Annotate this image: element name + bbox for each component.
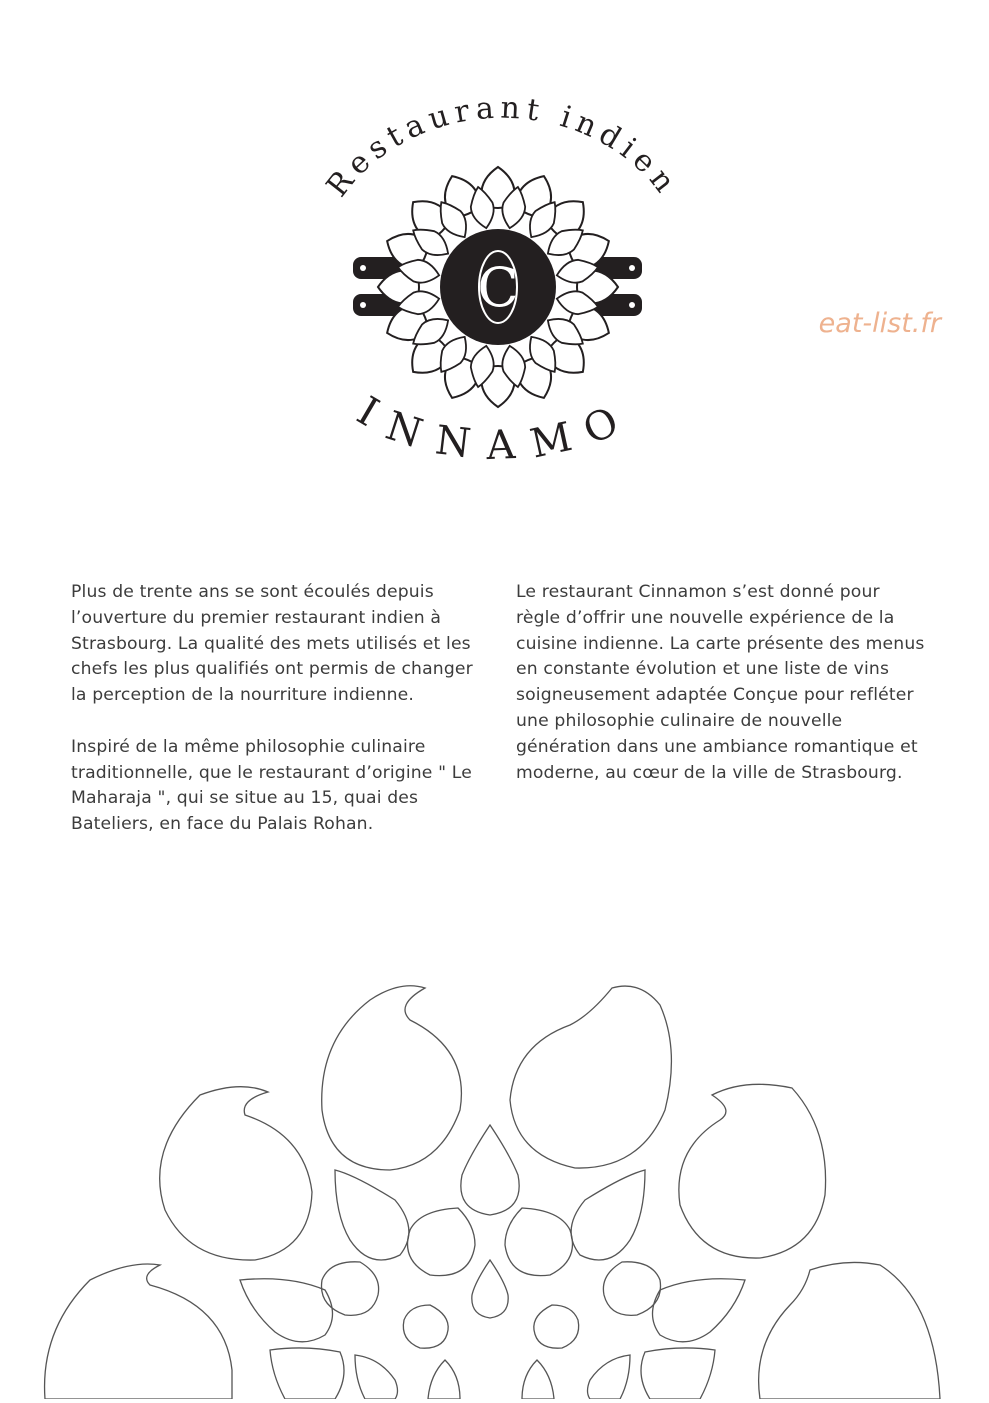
watermark: eat-list.fr [818, 308, 941, 339]
text-column-left [71, 580, 486, 864]
logo-name: INNAMO [349, 388, 643, 470]
paragraph: Inspiré de la même philosophie culinaire traditionnelle, que le restaurant d’origine " Le Maharaja ", qui se situe au 15, quai des Bateliers, en face du Palais Rohan. [71, 736, 472, 835]
paragraph: Le restaurant Cinnamon s’est donné pour règle d’offrir une nouvelle expérience de la cuisine indienne. La carte présente des menus en constante évolution et une liste de vins soigneusement adaptée Conçue pour refléter une philosophie culinaire de nouvelle génération dans une ambiance romantique et moderne, au cœur de la ville de Strasbourg. [516, 582, 925, 783]
logo-arc-text: Restaurant indien [319, 90, 686, 204]
logo-monogram: C [477, 256, 519, 319]
paragraph: Plus de trente ans se sont écoulés depuis l’ouverture du premier restaurant indien à Strasbourg. La qualité des mets utilisés et les chefs les plus qualifiés ont permis de changer la perception de la nourriture indienne. [71, 582, 473, 706]
lotus-mandala-icon [290, 90, 710, 490]
restaurant-logo [290, 90, 710, 490]
text-column-right [516, 580, 926, 812]
mandala-outline-icon [0, 960, 989, 1399]
